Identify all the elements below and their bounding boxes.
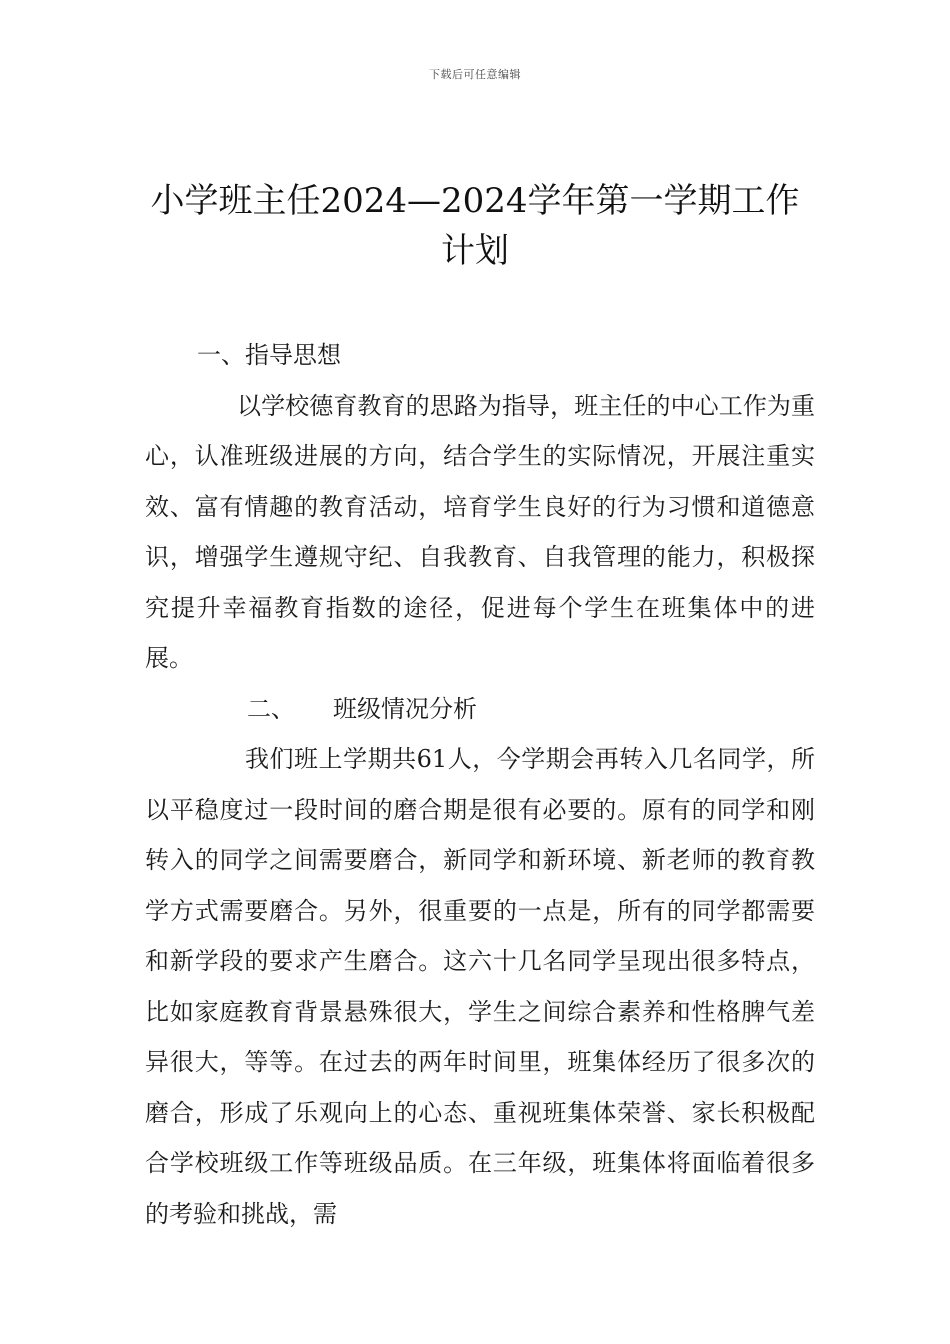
section-heading-number: 二、: [247, 694, 295, 723]
title-line-2: 计划: [441, 231, 509, 271]
section-heading-text: 班级情况分析: [333, 694, 477, 723]
title-line-1: 小学班主任2024—2024学年第一学期工作: [150, 181, 800, 221]
section-heading-class-analysis: [145, 684, 815, 735]
document-title: [130, 176, 820, 276]
section-paragraph-guiding-ideology: 以学校德育教育的思路为指导，班主任的中心工作为重心，认准班级进展的方向，结合学生的实际情况，开展注重实效、富有情趣的教育活动，培育学生良好的行为习惯和道德意识，增强学生遵规守纪、自我教育、自我管理的能力，积极探究提升幸福教育指数的途径，促进每个学生在班集体中的进展。: [145, 391, 815, 672]
header-note: 下载后可任意编辑: [429, 68, 521, 81]
document-body: [145, 330, 815, 1239]
section-heading-guiding-ideology: 一、指导思想: [197, 341, 341, 369]
section-paragraph-class-analysis: 我们班上学期共61人，今学期会再转入几名同学，所以平稳度过一段时间的磨合期是很有必要的。原有的同学和刚转入的同学之间需要磨合，新同学和新环境、新老师的教育教学方式需要磨合。另外，很重要的一点是，所有的同学都需要和新学段的要求产生磨合。这六十几名同学呈现出很多特点，比如家庭教育背景悬殊很大，学生之间综合素养和性格脾气差异很大，等等。在过去的两年时间里，班集体经历了很多次的磨合，形成了乐观向上的心态、重视班集体荣誉、家长积极配合学校班级工作等班级品质。在三年级，班集体将面临着很多的考验和挑战，需: [145, 745, 815, 1228]
